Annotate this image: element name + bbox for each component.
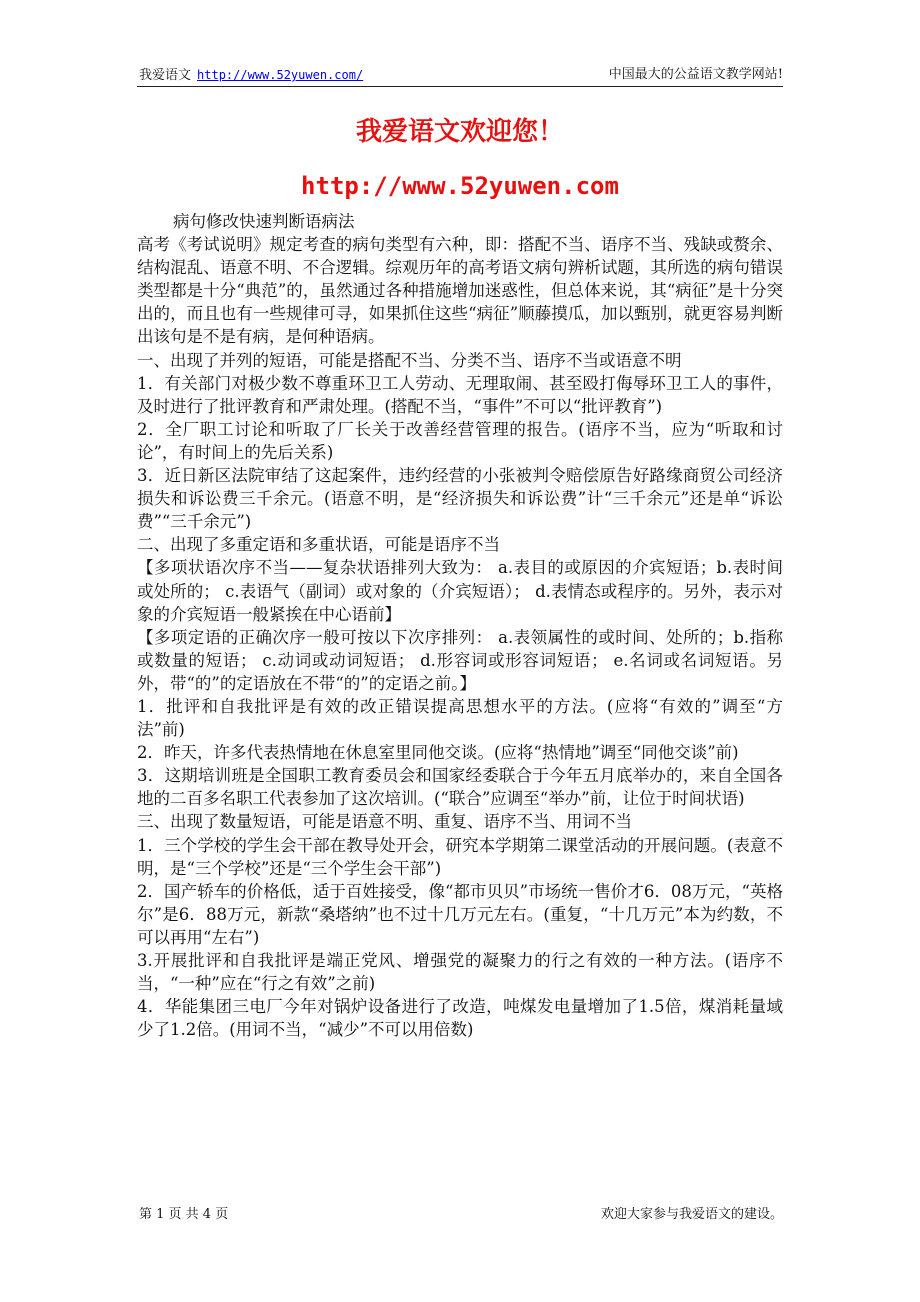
paragraph: 1．三个学校的学生会干部在教导处开会，研究本学期第二课堂活动的开展问题。(表意不明，是“三个学校”还是“三个学生会干部”) (137, 835, 783, 878)
site-name: 我爱语文 (139, 68, 192, 83)
paragraph: 1．有关部门对极少数不尊重环卫工人劳动、无理取闹、甚至殴打侮辱环卫工人的事件，及时进行了批评教育和严肃处理。(搭配不当，“事件”不可以“批评教育”) (137, 373, 783, 416)
paragraph: 【多项状语次序不当——复杂状语排列大致为： a.表目的或原因的介宾短语；b.表时间或处所的； c.表语气（副词）或对象的（介宾短语）； d.表情态或程序的。另外，表示对象的介宾短语一般紧挨在中心语前】 (137, 558, 783, 624)
site-url-link[interactable]: http://www.52yuwen.com/ (197, 68, 364, 82)
paragraph: 2．国产轿车的价格低，适于百姓接受，像“都市贝贝”市场统一售价才6．08万元，“英格尔”是6．88万元，新款“桑塔纳”也不过十几万元左右。(重复，“十几万元”本为约数，不可以再用“左右”) (137, 881, 783, 947)
page-header (137, 66, 783, 87)
paragraph: 4．华能集团三电厂今年对锅炉设备进行了改造，吨煤发电量增加了1.5倍，煤消耗量域少了1.2倍。(用词不当，“减少”不可以用倍数) (137, 997, 783, 1040)
paragraph: 3．近日新区法院审结了这起案件，违约经营的小张被判令赔偿原告好路缘商贸公司经济损失和诉讼费三千余元。(语意不明，是“经济损失和诉讼费”计“三千余元”还是单“诉讼费”“三千余元”) (137, 466, 783, 532)
welcome-title: 我爱语文欢迎您！ (355, 117, 564, 147)
header-left (139, 66, 363, 85)
paragraph: 1．批评和自我批评是有效的改正错误提高思想水平的方法。(应将“有效的”调至“方法”前) (137, 696, 783, 740)
paragraph: 3.开展批评和自我批评是端正党风、增强党的凝聚力的行之有效的一种方法。(语序不当，“一种”应在“行之有效”之前) (137, 951, 783, 994)
paragraph: 【多项定语的正确次序一般可按以下次序排列： a.表领属性的或时间、处所的；b.指称或数量的短语； c.动词或动词短语； d.形容词或形容词短语； e.名词或名词短语。另外，带“的”的定语放在不带“的”的定语之前。】 (137, 627, 783, 693)
paragraph: 二、出现了多重定语和多重状语，可能是语序不当 (137, 535, 500, 555)
paragraph: 2．全厂职工讨论和听取了厂长关于改善经营管理的报告。(语序不当，应为“听取和讨论”，有时间上的先后关系) (137, 419, 783, 462)
banner-url: http://www.52yuwen.com (301, 172, 619, 200)
paragraph: 三、出现了数量短语，可能是语意不明、重复、语序不当、用词不当 (137, 812, 632, 832)
page-footer (137, 1206, 783, 1226)
footer-message: 欢迎大家参与我爱语文的建设。 (600, 1207, 783, 1222)
page-number: 第 1 页 共 4 页 (139, 1207, 229, 1222)
paragraph: 一、出现了并列的短语，可能是搭配不当、分类不当、语序不当或语意不明 (137, 350, 682, 370)
paragraph: 高考《考试说明》规定考查的病句类型有六种，即：搭配不当、语序不当、残缺或赘余、结构混乱、语意不明、不合逻辑。综观历年的高考语文病句辨析试题，其所选的病句错误类型都是十分“典范”的，虽然通过各种措施增加迷惑性，但总体来说，其“病征”是十分突出的，而且也有一些规律可寻，如果抓住这些“病征”顺藤摸瓜，加以甄别，就更容易判断出该句是不是有病，是何种语病。 (137, 235, 783, 347)
article-body (137, 210, 783, 1041)
header-slogan: 中国最大的公益语文教学网站! (608, 67, 783, 82)
article-subtitle: 病句修改快速判断语病法 (173, 212, 355, 231)
paragraph: 2．昨天，许多代表热情地在休息室里同他交谈。(应将“热情地”调至“同他交谈”前) (137, 743, 739, 763)
paragraph: 3．这期培训班是全国职工教育委员会和国家经委联合于今年五月底举办的，来自全国各地的二百多名职工代表参加了这次培训。(“联合”应调至“举办”前，让位于时间状语) (137, 766, 783, 809)
